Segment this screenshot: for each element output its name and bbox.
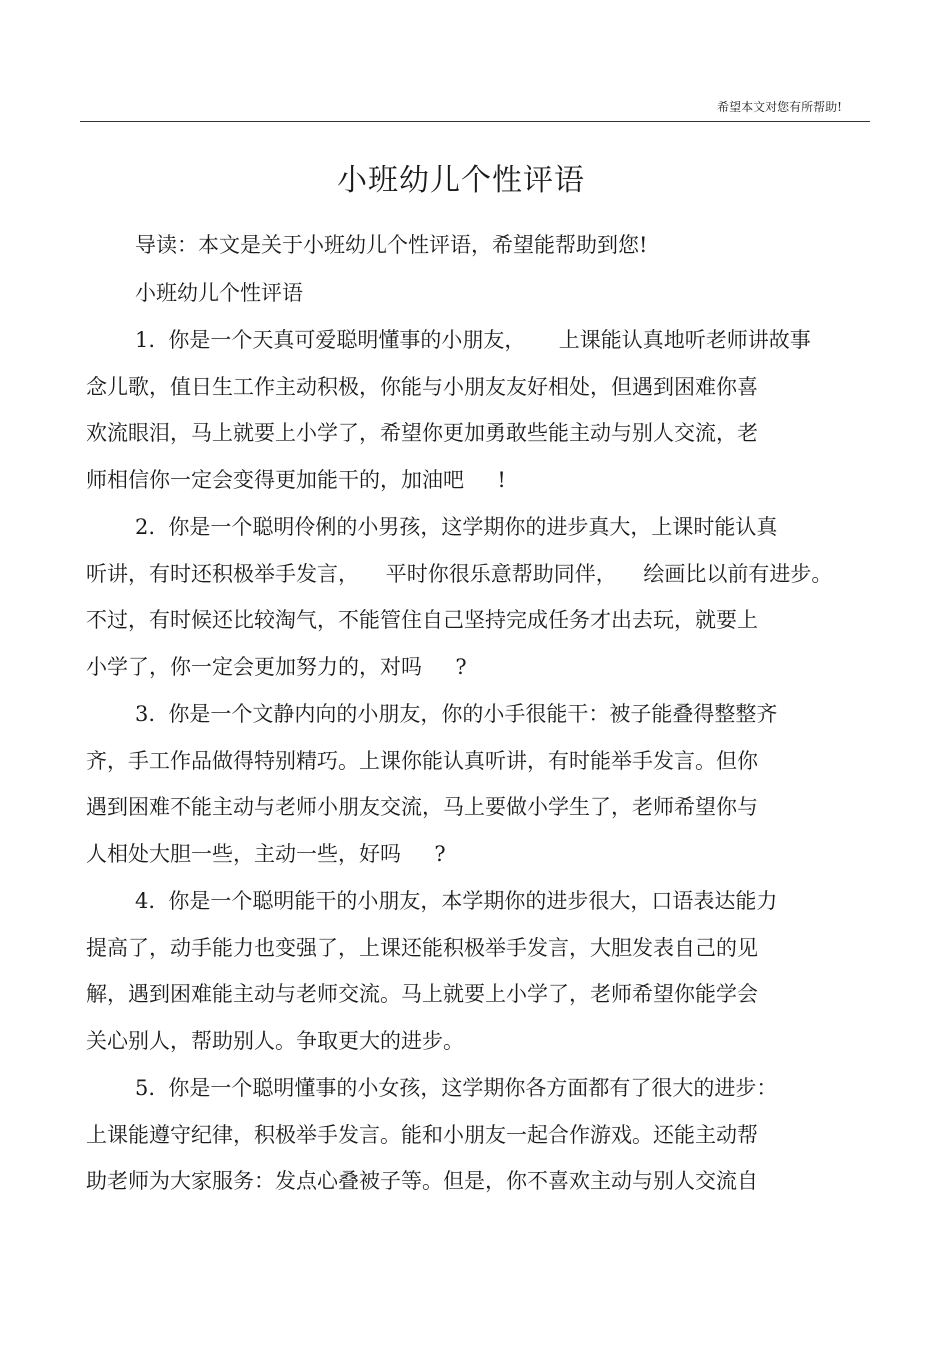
paragraph-line: 1. 你是一个天真可爱聪明懂事的小朋友， 上课能认真地听老师讲故事 [135,328,811,352]
paragraph-line: 5. 你是一个聪明懂事的小女孩，这学期你各方面都有了很大的进步： [135,1076,778,1100]
paragraph-line: 提高了，动手能力也变强了，上课还能积极举手发言，大胆发表自己的见 [86,936,758,960]
header-note: 希望本文对您有所帮助! [717,100,842,114]
intro-line: 导读：本文是关于小班幼儿个性评语，希望能帮助到您! [135,233,648,257]
paragraph-line: 听讲，有时还积极举手发言， 平时你很乐意帮助同伴， 绘画比以前有进步。 [86,562,833,586]
paragraph-line: 3. 你是一个文静内向的小朋友，你的小手很能干：被子能叠得整整齐 [135,702,778,726]
paragraph-line: 人相处大胆一些，主动一些，好吗 ? [86,842,446,866]
paragraph-line: 小学了，你一定会更加努力的，对吗 ? [86,655,467,679]
paragraph-line: 上课能遵守纪律，积极举手发言。能和小朋友一起合作游戏。还能主动帮 [86,1123,758,1147]
paragraph-line: 齐，手工作品做得特别精巧。上课你能认真听讲，有时能举手发言。但你 [86,749,758,773]
header-rule [80,121,870,122]
paragraph-line: 欢流眼泪，马上就要上小学了，希望你更加勇敢些能主动与别人交流，老 [86,421,758,445]
paragraph-line: 2. 你是一个聪明伶俐的小男孩，这学期你的进步真大，上课时能认真 [135,515,778,539]
paragraph-line: 师相信你一定会变得更加能干的，加油吧 ! [86,468,506,492]
document-title: 小班幼儿个性评语 [337,163,585,198]
subtitle-line: 小班幼儿个性评语 [135,281,303,305]
paragraph-line: 4. 你是一个聪明能干的小朋友，本学期你的进步很大，口语表达能力 [135,889,778,913]
paragraph-line: 遇到困难不能主动与老师小朋友交流，马上要做小学生了，老师希望你与 [86,795,758,819]
paragraph-line: 助老师为大家服务：发点心叠被子等。但是，你不喜欢主动与别人交流自 [86,1169,758,1193]
paragraph-line: 解，遇到困难能主动与老师交流。马上就要上小学了，老师希望你能学会 [86,982,758,1006]
paragraph-line: 关心别人，帮助别人。争取更大的进步。 [86,1029,464,1053]
paragraph-line: 念儿歌，值日生工作主动积极，你能与小朋友友好相处，但遇到困难你喜 [86,375,758,399]
paragraph-line: 不过，有时候还比较淘气，不能管住自己坚持完成任务才出去玩，就要上 [86,608,758,632]
